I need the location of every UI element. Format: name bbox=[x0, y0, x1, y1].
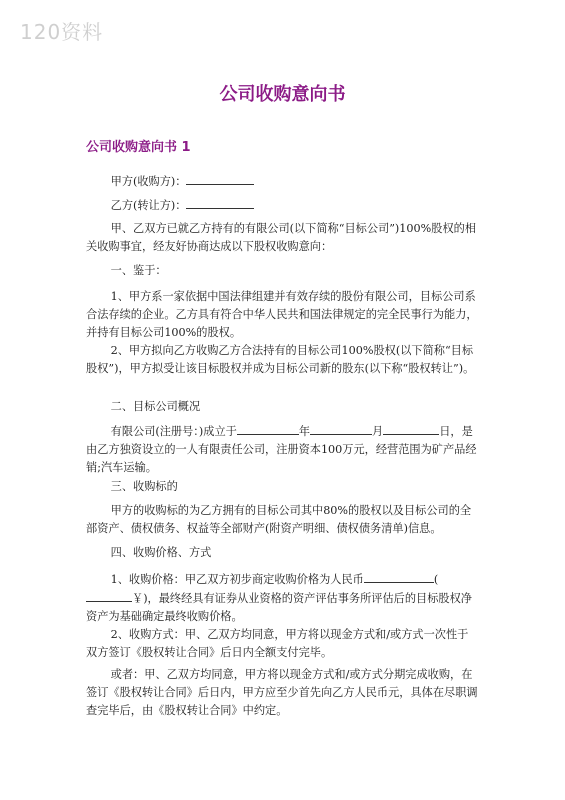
heading-acquisition-target bbox=[86, 478, 478, 496]
party-a-line bbox=[86, 172, 478, 191]
price-clause bbox=[86, 570, 478, 626]
heading-company-overview-text: 二、目标公司概况 bbox=[110, 400, 201, 413]
party-b-label: 乙方(转让方)： bbox=[110, 199, 187, 212]
alternative-clause bbox=[86, 666, 478, 720]
heading-price-method-text: 四、收购价格、方式 bbox=[110, 546, 212, 559]
document-title: 公司收购意向书 bbox=[219, 84, 346, 105]
establish-date-blank bbox=[237, 422, 299, 435]
method-clause bbox=[86, 626, 478, 662]
acquisition-target bbox=[86, 502, 478, 538]
party-a-blank bbox=[186, 172, 254, 185]
intro-text: 甲、乙双方已就乙方持有的有限公司(以下简称“目标公司”)100%股权的相关收购事宜，经友好协商达成以下股权收购意向： bbox=[86, 222, 477, 253]
recital-1-text: 1、甲方系一家依据中国法律组建并有效存续的股份有限公司，目标公司系合法存续的企业。乙方具有符合中华人民共和国法律规定的完全民事行为能力，并持有目标公司100%的股权。 bbox=[86, 290, 478, 339]
method-clause-text: 2、收购方式：甲、乙双方均同意，甲方将以现金方式和/或方式一次性于双方签订《股权转让合同》后日内全额支付完毕。 bbox=[86, 628, 469, 659]
establish-month-blank bbox=[383, 422, 439, 435]
heading-recitals-text: 一、鉴于： bbox=[110, 264, 167, 277]
party-b-line bbox=[86, 196, 478, 215]
intro-paragraph bbox=[86, 220, 478, 256]
recital-2 bbox=[86, 342, 478, 378]
heading-acquisition-target-text: 三、收购标的 bbox=[110, 480, 178, 493]
price-clause-text: 1、收购价格：甲乙双方初步商定收购价格为人民币 (￥)，最终经具有证券从业资格的资产评估事务所评估后的目标股权净资产为基础确定最终收购价格。 bbox=[86, 570, 478, 626]
establish-year-blank bbox=[310, 422, 372, 435]
recital-1 bbox=[86, 288, 478, 342]
company-overview-text: 有限公司(注册号：)成立于 年 月 日，是由乙方独资设立的一人有限责任公司，注册资本100万元，经营范围为矿产品经销;汽车运输。 bbox=[86, 422, 478, 477]
party-b-blank bbox=[186, 196, 254, 209]
watermark: 120资料 bbox=[20, 20, 104, 44]
section-heading: 公司收购意向书 1 bbox=[86, 140, 191, 155]
acquisition-target-text: 甲方的收购标的为乙方拥有的目标公司其中80%的股权以及目标公司的全部资产、债权债务、权益等全部财产(附资产明细、债权债务清单)信息。 bbox=[86, 504, 472, 535]
recital-2-text: 2、甲方拟向乙方收购乙方合法持有的目标公司100%股权(以下简称“目标股权”)，甲方拟受让该目标股权并成为目标公司新的股东(以下称“股权转让”)。 bbox=[86, 344, 475, 375]
alternative-clause-text: 或者：甲、乙双方均同意，甲方将以现金方式和/或方式分期完成收购，在签订《股权转让合同》后日内，甲方应至少首先向乙方人民币元，具体在尽职调查完毕后，由《股权转让合同》中约定。 bbox=[86, 668, 478, 717]
heading-company-overview bbox=[86, 398, 478, 416]
heading-recitals bbox=[86, 262, 478, 280]
price-figure-blank bbox=[86, 589, 132, 602]
party-a-label: 甲方(收购方)： bbox=[110, 175, 187, 188]
heading-price-method bbox=[86, 544, 478, 562]
price-amount-blank bbox=[364, 570, 434, 583]
company-overview bbox=[86, 422, 478, 477]
